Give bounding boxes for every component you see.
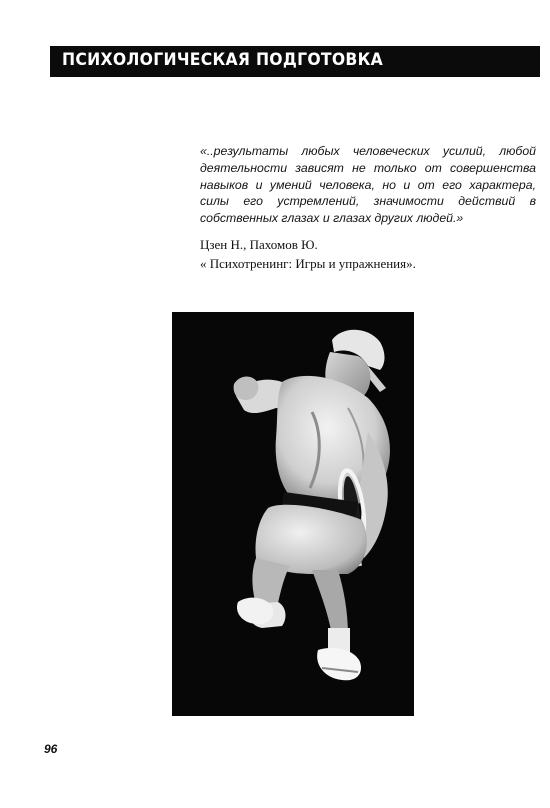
quote-line: собственных глазах и глазах других людей.» xyxy=(200,211,464,226)
tennis-player-photo xyxy=(172,312,414,716)
quote-line: деятельности зависят не только от совершенства xyxy=(200,160,536,175)
quote-line: «..результаты любых человеческих усилий, любой xyxy=(200,144,536,158)
citation-author: Цзен Н., Пахомов Ю. xyxy=(200,237,318,252)
epigraph-quote xyxy=(200,143,536,227)
section-title: ПСИХОЛОГИЧЕСКАЯ ПОДГОТОВКА xyxy=(62,50,384,70)
quote-line: навыков и умений человека, но и от его характера, xyxy=(200,177,536,192)
section-title-bar xyxy=(50,46,540,77)
tennis-player-illustration xyxy=(172,312,414,716)
citation-source: « Психотренинг: Игры и упражнения». xyxy=(200,256,416,271)
page-number: 96 xyxy=(44,742,58,756)
quote-citation xyxy=(200,235,500,273)
quote-line: силы его устремлений, значимости действий в xyxy=(200,194,536,209)
